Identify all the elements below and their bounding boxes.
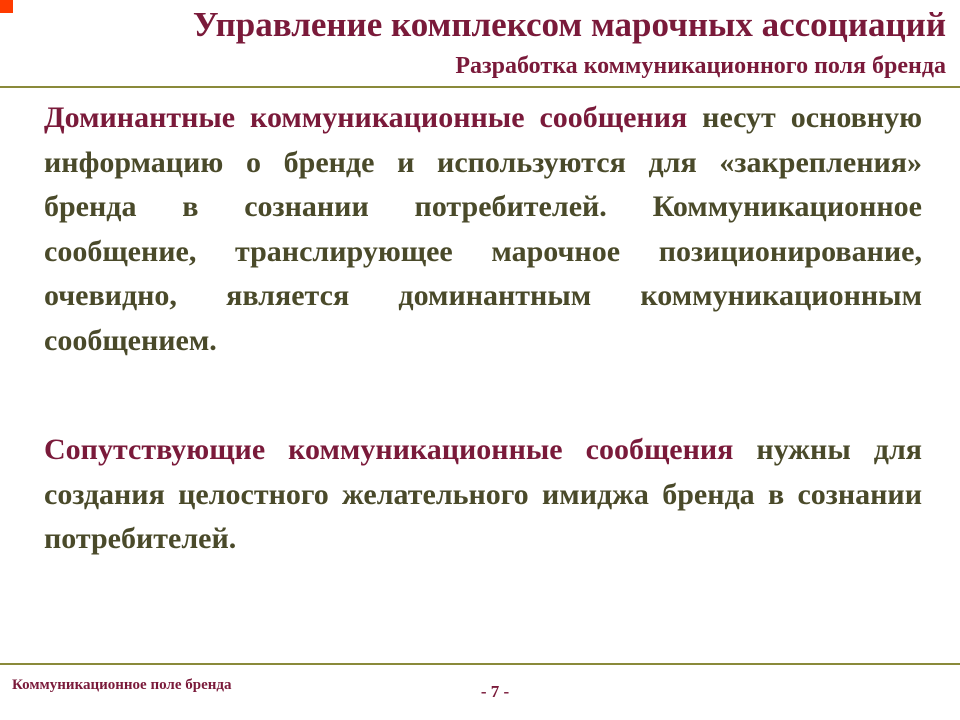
page-number: - 7 - xyxy=(480,682,510,701)
paragraph-2-lead-term: Сопутствующие коммуникационные сообщения xyxy=(44,433,734,466)
slide-title: Управление комплексом марочных ассоциаций xyxy=(192,5,946,44)
footer-divider xyxy=(0,663,960,665)
paragraph-1-text: несут основную информацию о бренде и используются для «закрепления» бренда в сознании потребителей. Коммуникационное сообщение, транслирующее марочное позиционирование, очевидно, является доминантным коммуникационным сообщением. xyxy=(44,101,922,357)
paragraph-accompanying-messages xyxy=(44,428,922,562)
header-divider xyxy=(0,86,960,88)
paragraph-1-lead-term: Доминантные коммуникационные сообщения xyxy=(44,101,688,134)
paragraph-2-text: нужны для создания целостного желательного имиджа бренда в сознании потребителей. xyxy=(44,433,923,555)
footer-section-label: Коммуникационное поле бренда xyxy=(12,677,232,693)
slide-subtitle: Разработка коммуникационного поля бренда xyxy=(455,53,946,79)
paragraph-dominant-messages xyxy=(44,96,922,363)
